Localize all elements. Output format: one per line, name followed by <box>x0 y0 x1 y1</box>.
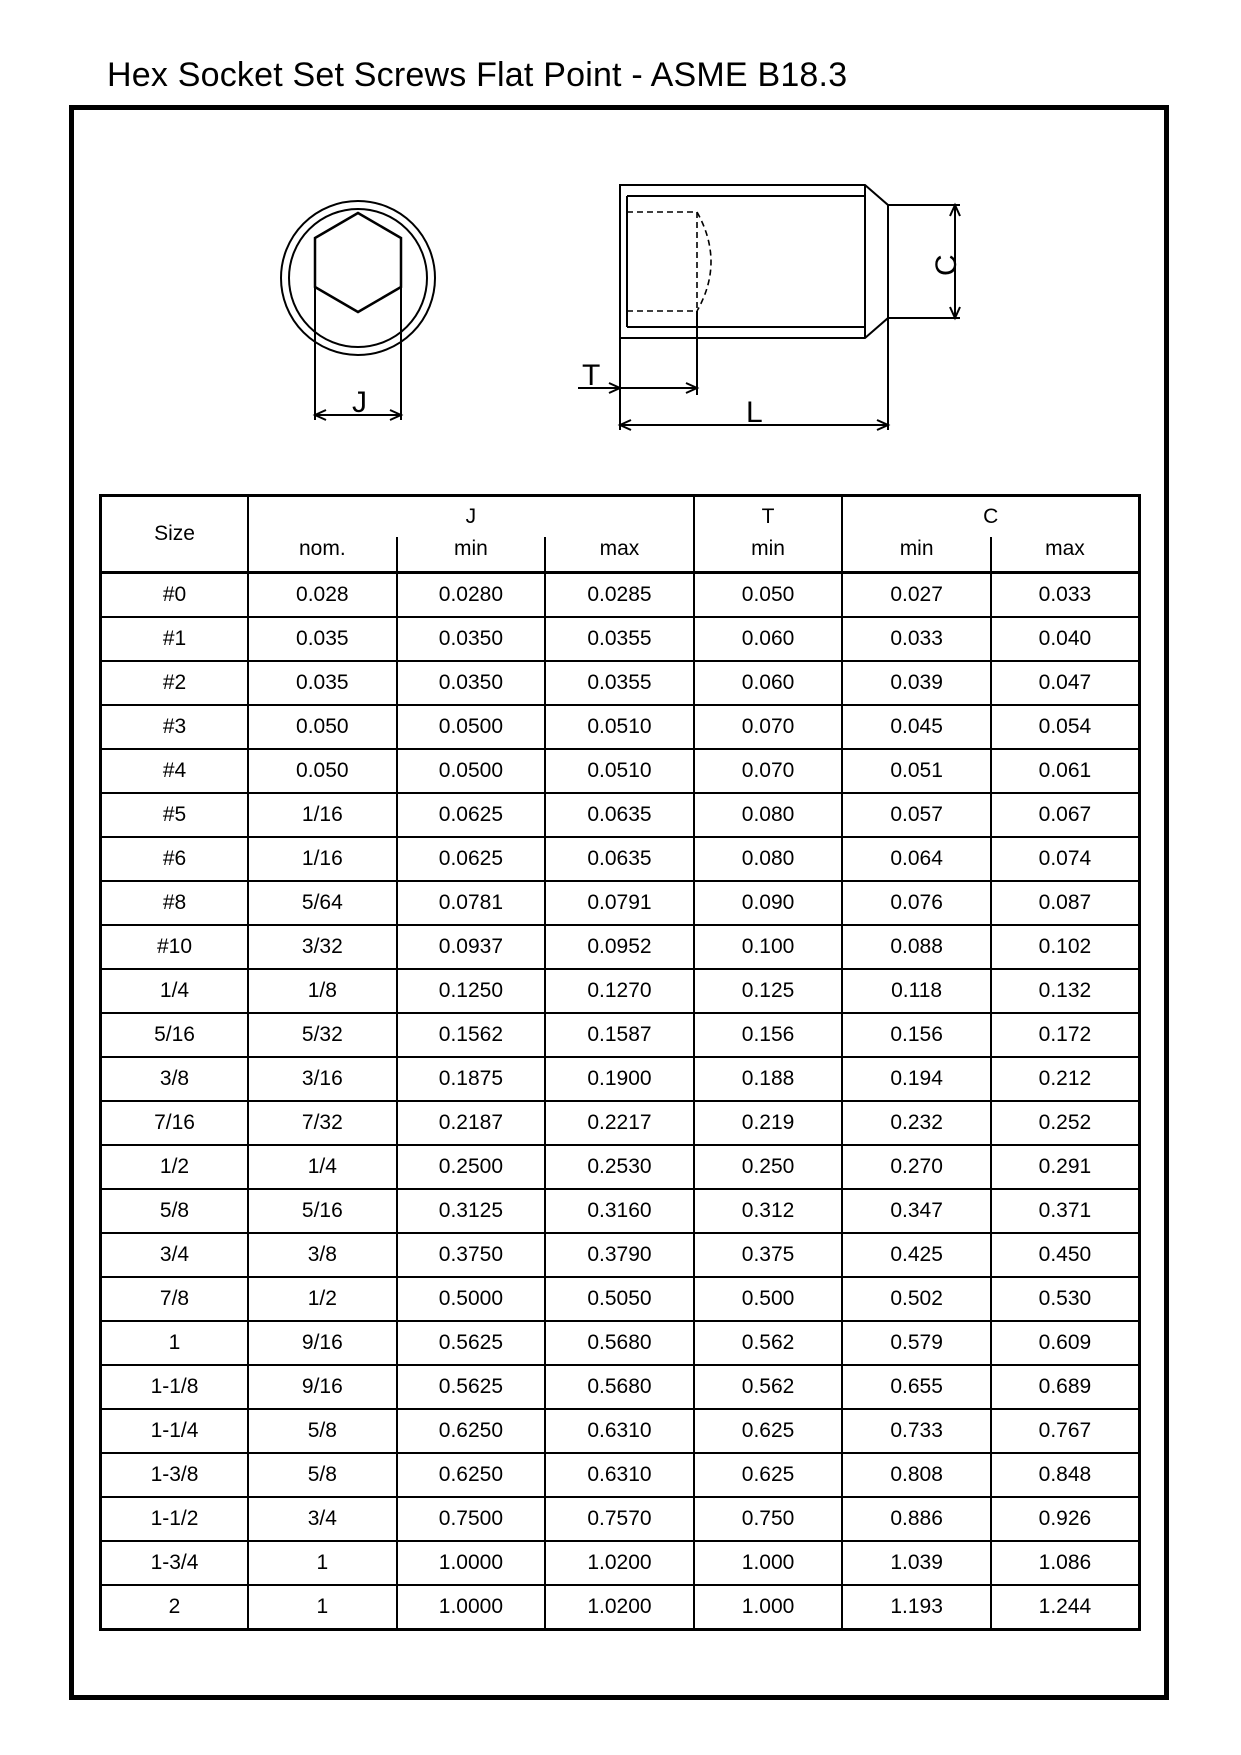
c-max-cell: 0.926 <box>991 1497 1140 1541</box>
t-min-cell: 0.188 <box>694 1057 843 1101</box>
t-min-cell: 0.080 <box>694 793 843 837</box>
j-nom-cell: 5/8 <box>248 1453 397 1497</box>
t-min-cell: 0.250 <box>694 1145 843 1189</box>
table-row <box>101 837 1140 881</box>
j-nom-cell: 3/8 <box>248 1233 397 1277</box>
j-group-header: J <box>248 496 694 538</box>
j-min-cell: 0.0625 <box>397 837 546 881</box>
j-max-cell: 0.0510 <box>545 705 694 749</box>
j-nom-cell: 3/32 <box>248 925 397 969</box>
c-min-cell: 0.579 <box>842 1321 991 1365</box>
c-max-cell: 0.067 <box>991 793 1140 837</box>
size-cell: 3/4 <box>101 1233 249 1277</box>
j-nom-cell: 0.035 <box>248 661 397 705</box>
j-max-cell: 0.1270 <box>545 969 694 1013</box>
size-cell: 1-1/2 <box>101 1497 249 1541</box>
j-max-cell: 0.7570 <box>545 1497 694 1541</box>
t-min-cell: 0.375 <box>694 1233 843 1277</box>
j-max-cell: 0.2530 <box>545 1145 694 1189</box>
c-max-cell: 0.848 <box>991 1453 1140 1497</box>
j-min-cell: 0.3750 <box>397 1233 546 1277</box>
table-row <box>101 617 1140 661</box>
c-min-cell: 0.156 <box>842 1013 991 1057</box>
size-cell: 1-3/8 <box>101 1453 249 1497</box>
j-min-cell: 0.2500 <box>397 1145 546 1189</box>
j-min-cell: 0.1562 <box>397 1013 546 1057</box>
c-min-cell: 0.076 <box>842 881 991 925</box>
table-row <box>101 1453 1140 1497</box>
j-max-cell: 0.0635 <box>545 793 694 837</box>
j-nom-cell: 3/16 <box>248 1057 397 1101</box>
dimension-label-j: J <box>352 386 367 419</box>
c-max-cell: 0.054 <box>991 705 1140 749</box>
size-header: Size <box>101 496 249 573</box>
c-max-cell: 0.212 <box>991 1057 1140 1101</box>
j-max-cell: 0.0510 <box>545 749 694 793</box>
size-cell: 7/8 <box>101 1277 249 1321</box>
size-cell: 1-1/4 <box>101 1409 249 1453</box>
dimensions-table <box>99 494 1141 1631</box>
table-row <box>101 1277 1140 1321</box>
c-min-cell: 0.033 <box>842 617 991 661</box>
size-cell: 3/8 <box>101 1057 249 1101</box>
j-nom-cell: 5/16 <box>248 1189 397 1233</box>
table-row <box>101 1145 1140 1189</box>
j-nom-cell: 1/4 <box>248 1145 397 1189</box>
size-cell: #10 <box>101 925 249 969</box>
table-row <box>101 881 1140 925</box>
j-max-cell: 0.0355 <box>545 617 694 661</box>
j-nom-header: nom. <box>248 537 397 573</box>
c-min-cell: 0.270 <box>842 1145 991 1189</box>
size-cell: #4 <box>101 749 249 793</box>
c-min-cell: 0.088 <box>842 925 991 969</box>
size-cell: #5 <box>101 793 249 837</box>
c-max-cell: 0.074 <box>991 837 1140 881</box>
t-min-cell: 1.000 <box>694 1585 843 1630</box>
c-max-cell: 0.767 <box>991 1409 1140 1453</box>
j-min-cell: 0.5000 <box>397 1277 546 1321</box>
table-row <box>101 1585 1140 1630</box>
table-row <box>101 1541 1140 1585</box>
table-row <box>101 1057 1140 1101</box>
size-cell: 2 <box>101 1585 249 1630</box>
c-min-cell: 0.425 <box>842 1233 991 1277</box>
j-min-cell: 1.0000 <box>397 1541 546 1585</box>
c-min-cell: 0.655 <box>842 1365 991 1409</box>
j-nom-cell: 5/8 <box>248 1409 397 1453</box>
j-max-cell: 0.3790 <box>545 1233 694 1277</box>
j-nom-cell: 1/16 <box>248 837 397 881</box>
size-cell: #8 <box>101 881 249 925</box>
t-min-cell: 0.625 <box>694 1409 843 1453</box>
t-min-cell: 0.219 <box>694 1101 843 1145</box>
size-cell: #1 <box>101 617 249 661</box>
size-cell: #3 <box>101 705 249 749</box>
j-max-cell: 1.0200 <box>545 1585 694 1630</box>
c-max-cell: 0.252 <box>991 1101 1140 1145</box>
j-max-cell: 0.1587 <box>545 1013 694 1057</box>
c-max-cell: 0.087 <box>991 881 1140 925</box>
t-min-cell: 0.125 <box>694 969 843 1013</box>
page-title: Hex Socket Set Screws Flat Point - ASME B18.3 <box>107 56 848 94</box>
t-min-cell: 0.060 <box>694 617 843 661</box>
t-min-cell: 0.750 <box>694 1497 843 1541</box>
c-max-cell: 0.040 <box>991 617 1140 661</box>
j-nom-cell: 5/64 <box>248 881 397 925</box>
c-group-header: C <box>842 496 1139 538</box>
set-screw-drawing <box>0 0 1241 480</box>
side-view <box>578 185 960 430</box>
table-row <box>101 749 1140 793</box>
t-min-cell: 1.000 <box>694 1541 843 1585</box>
table-row <box>101 925 1140 969</box>
j-max-cell: 0.6310 <box>545 1453 694 1497</box>
c-min-cell: 0.051 <box>842 749 991 793</box>
c-max-header: max <box>991 537 1140 573</box>
j-max-cell: 0.3160 <box>545 1189 694 1233</box>
t-min-header: min <box>694 537 843 573</box>
table-row <box>101 1189 1140 1233</box>
t-min-cell: 0.100 <box>694 925 843 969</box>
c-min-cell: 0.118 <box>842 969 991 1013</box>
j-min-cell: 0.1875 <box>397 1057 546 1101</box>
j-nom-cell: 5/32 <box>248 1013 397 1057</box>
size-cell: 1-1/8 <box>101 1365 249 1409</box>
c-min-cell: 0.057 <box>842 793 991 837</box>
table-row <box>101 1013 1140 1057</box>
c-min-cell: 1.039 <box>842 1541 991 1585</box>
j-min-cell: 0.2187 <box>397 1101 546 1145</box>
t-min-cell: 0.070 <box>694 705 843 749</box>
table-row <box>101 573 1140 618</box>
c-max-cell: 0.291 <box>991 1145 1140 1189</box>
j-min-cell: 0.5625 <box>397 1321 546 1365</box>
j-nom-cell: 9/16 <box>248 1321 397 1365</box>
j-min-cell: 0.0625 <box>397 793 546 837</box>
j-nom-cell: 0.050 <box>248 705 397 749</box>
c-max-cell: 0.102 <box>991 925 1140 969</box>
size-cell: #6 <box>101 837 249 881</box>
c-max-cell: 0.132 <box>991 969 1140 1013</box>
table-header <box>101 496 1140 573</box>
j-nom-cell: 3/4 <box>248 1497 397 1541</box>
j-nom-cell: 0.035 <box>248 617 397 661</box>
j-nom-cell: 1/16 <box>248 793 397 837</box>
c-min-cell: 0.064 <box>842 837 991 881</box>
j-max-cell: 0.0791 <box>545 881 694 925</box>
j-min-cell: 0.0350 <box>397 661 546 705</box>
j-max-cell: 0.5680 <box>545 1321 694 1365</box>
table-row <box>101 1409 1140 1453</box>
t-group-header: T <box>694 496 843 538</box>
j-min-cell: 0.0781 <box>397 881 546 925</box>
j-min-cell: 0.7500 <box>397 1497 546 1541</box>
c-max-cell: 0.047 <box>991 661 1140 705</box>
size-cell: #2 <box>101 661 249 705</box>
j-nom-cell: 1 <box>248 1541 397 1585</box>
j-min-cell: 0.0280 <box>397 573 546 618</box>
size-cell: 5/16 <box>101 1013 249 1057</box>
j-nom-cell: 1 <box>248 1585 397 1630</box>
c-max-cell: 0.609 <box>991 1321 1140 1365</box>
j-min-cell: 0.1250 <box>397 969 546 1013</box>
j-nom-cell: 1/8 <box>248 969 397 1013</box>
j-min-cell: 0.3125 <box>397 1189 546 1233</box>
table-row <box>101 661 1140 705</box>
c-min-cell: 0.232 <box>842 1101 991 1145</box>
j-nom-cell: 7/32 <box>248 1101 397 1145</box>
c-min-cell: 0.886 <box>842 1497 991 1541</box>
c-min-cell: 0.502 <box>842 1277 991 1321</box>
c-min-header: min <box>842 537 991 573</box>
table-row <box>101 1365 1140 1409</box>
j-min-cell: 0.6250 <box>397 1453 546 1497</box>
c-min-cell: 0.027 <box>842 573 991 618</box>
t-min-cell: 0.156 <box>694 1013 843 1057</box>
c-max-cell: 0.450 <box>991 1233 1140 1277</box>
t-min-cell: 0.070 <box>694 749 843 793</box>
table-row <box>101 793 1140 837</box>
j-min-cell: 0.0350 <box>397 617 546 661</box>
table-row <box>101 705 1140 749</box>
table-row <box>101 1101 1140 1145</box>
size-cell: 1/2 <box>101 1145 249 1189</box>
j-max-cell: 0.0355 <box>545 661 694 705</box>
j-min-cell: 0.0937 <box>397 925 546 969</box>
c-min-cell: 0.194 <box>842 1057 991 1101</box>
j-nom-cell: 0.050 <box>248 749 397 793</box>
j-nom-cell: 1/2 <box>248 1277 397 1321</box>
j-max-cell: 0.5680 <box>545 1365 694 1409</box>
j-min-header: min <box>397 537 546 573</box>
j-max-cell: 0.2217 <box>545 1101 694 1145</box>
j-max-cell: 0.6310 <box>545 1409 694 1453</box>
j-max-cell: 0.0952 <box>545 925 694 969</box>
c-min-cell: 0.039 <box>842 661 991 705</box>
j-nom-cell: 9/16 <box>248 1365 397 1409</box>
c-max-cell: 1.244 <box>991 1585 1140 1630</box>
c-max-cell: 0.033 <box>991 573 1140 618</box>
j-max-header: max <box>545 537 694 573</box>
c-max-cell: 0.172 <box>991 1013 1140 1057</box>
c-min-cell: 0.045 <box>842 705 991 749</box>
size-cell: 5/8 <box>101 1189 249 1233</box>
table-body <box>101 573 1140 1630</box>
t-min-cell: 0.500 <box>694 1277 843 1321</box>
size-cell: 1 <box>101 1321 249 1365</box>
j-max-cell: 0.0635 <box>545 837 694 881</box>
c-min-cell: 1.193 <box>842 1585 991 1630</box>
c-max-cell: 0.061 <box>991 749 1140 793</box>
table-row <box>101 1321 1140 1365</box>
dimension-label-l: L <box>746 396 763 429</box>
size-cell: 1-3/4 <box>101 1541 249 1585</box>
t-min-cell: 0.562 <box>694 1365 843 1409</box>
c-max-cell: 0.689 <box>991 1365 1140 1409</box>
c-min-cell: 0.808 <box>842 1453 991 1497</box>
t-min-cell: 0.050 <box>694 573 843 618</box>
size-cell: 7/16 <box>101 1101 249 1145</box>
dimension-label-t: T <box>582 359 601 392</box>
j-min-cell: 0.0500 <box>397 749 546 793</box>
t-min-cell: 0.060 <box>694 661 843 705</box>
t-min-cell: 0.090 <box>694 881 843 925</box>
t-min-cell: 0.080 <box>694 837 843 881</box>
size-cell: #0 <box>101 573 249 618</box>
c-max-cell: 1.086 <box>991 1541 1140 1585</box>
c-max-cell: 0.530 <box>991 1277 1140 1321</box>
j-max-cell: 0.1900 <box>545 1057 694 1101</box>
dimension-label-c: C <box>930 254 963 276</box>
c-min-cell: 0.347 <box>842 1189 991 1233</box>
table-row <box>101 1497 1140 1541</box>
j-min-cell: 0.6250 <box>397 1409 546 1453</box>
j-max-cell: 0.5050 <box>545 1277 694 1321</box>
j-min-cell: 0.0500 <box>397 705 546 749</box>
j-nom-cell: 0.028 <box>248 573 397 618</box>
table-row <box>101 1233 1140 1277</box>
c-max-cell: 0.371 <box>991 1189 1140 1233</box>
j-max-cell: 1.0200 <box>545 1541 694 1585</box>
t-min-cell: 0.562 <box>694 1321 843 1365</box>
j-max-cell: 0.0285 <box>545 573 694 618</box>
j-min-cell: 1.0000 <box>397 1585 546 1630</box>
j-min-cell: 0.5625 <box>397 1365 546 1409</box>
t-min-cell: 0.312 <box>694 1189 843 1233</box>
t-min-cell: 0.625 <box>694 1453 843 1497</box>
c-min-cell: 0.733 <box>842 1409 991 1453</box>
size-cell: 1/4 <box>101 969 249 1013</box>
table-row <box>101 969 1140 1013</box>
